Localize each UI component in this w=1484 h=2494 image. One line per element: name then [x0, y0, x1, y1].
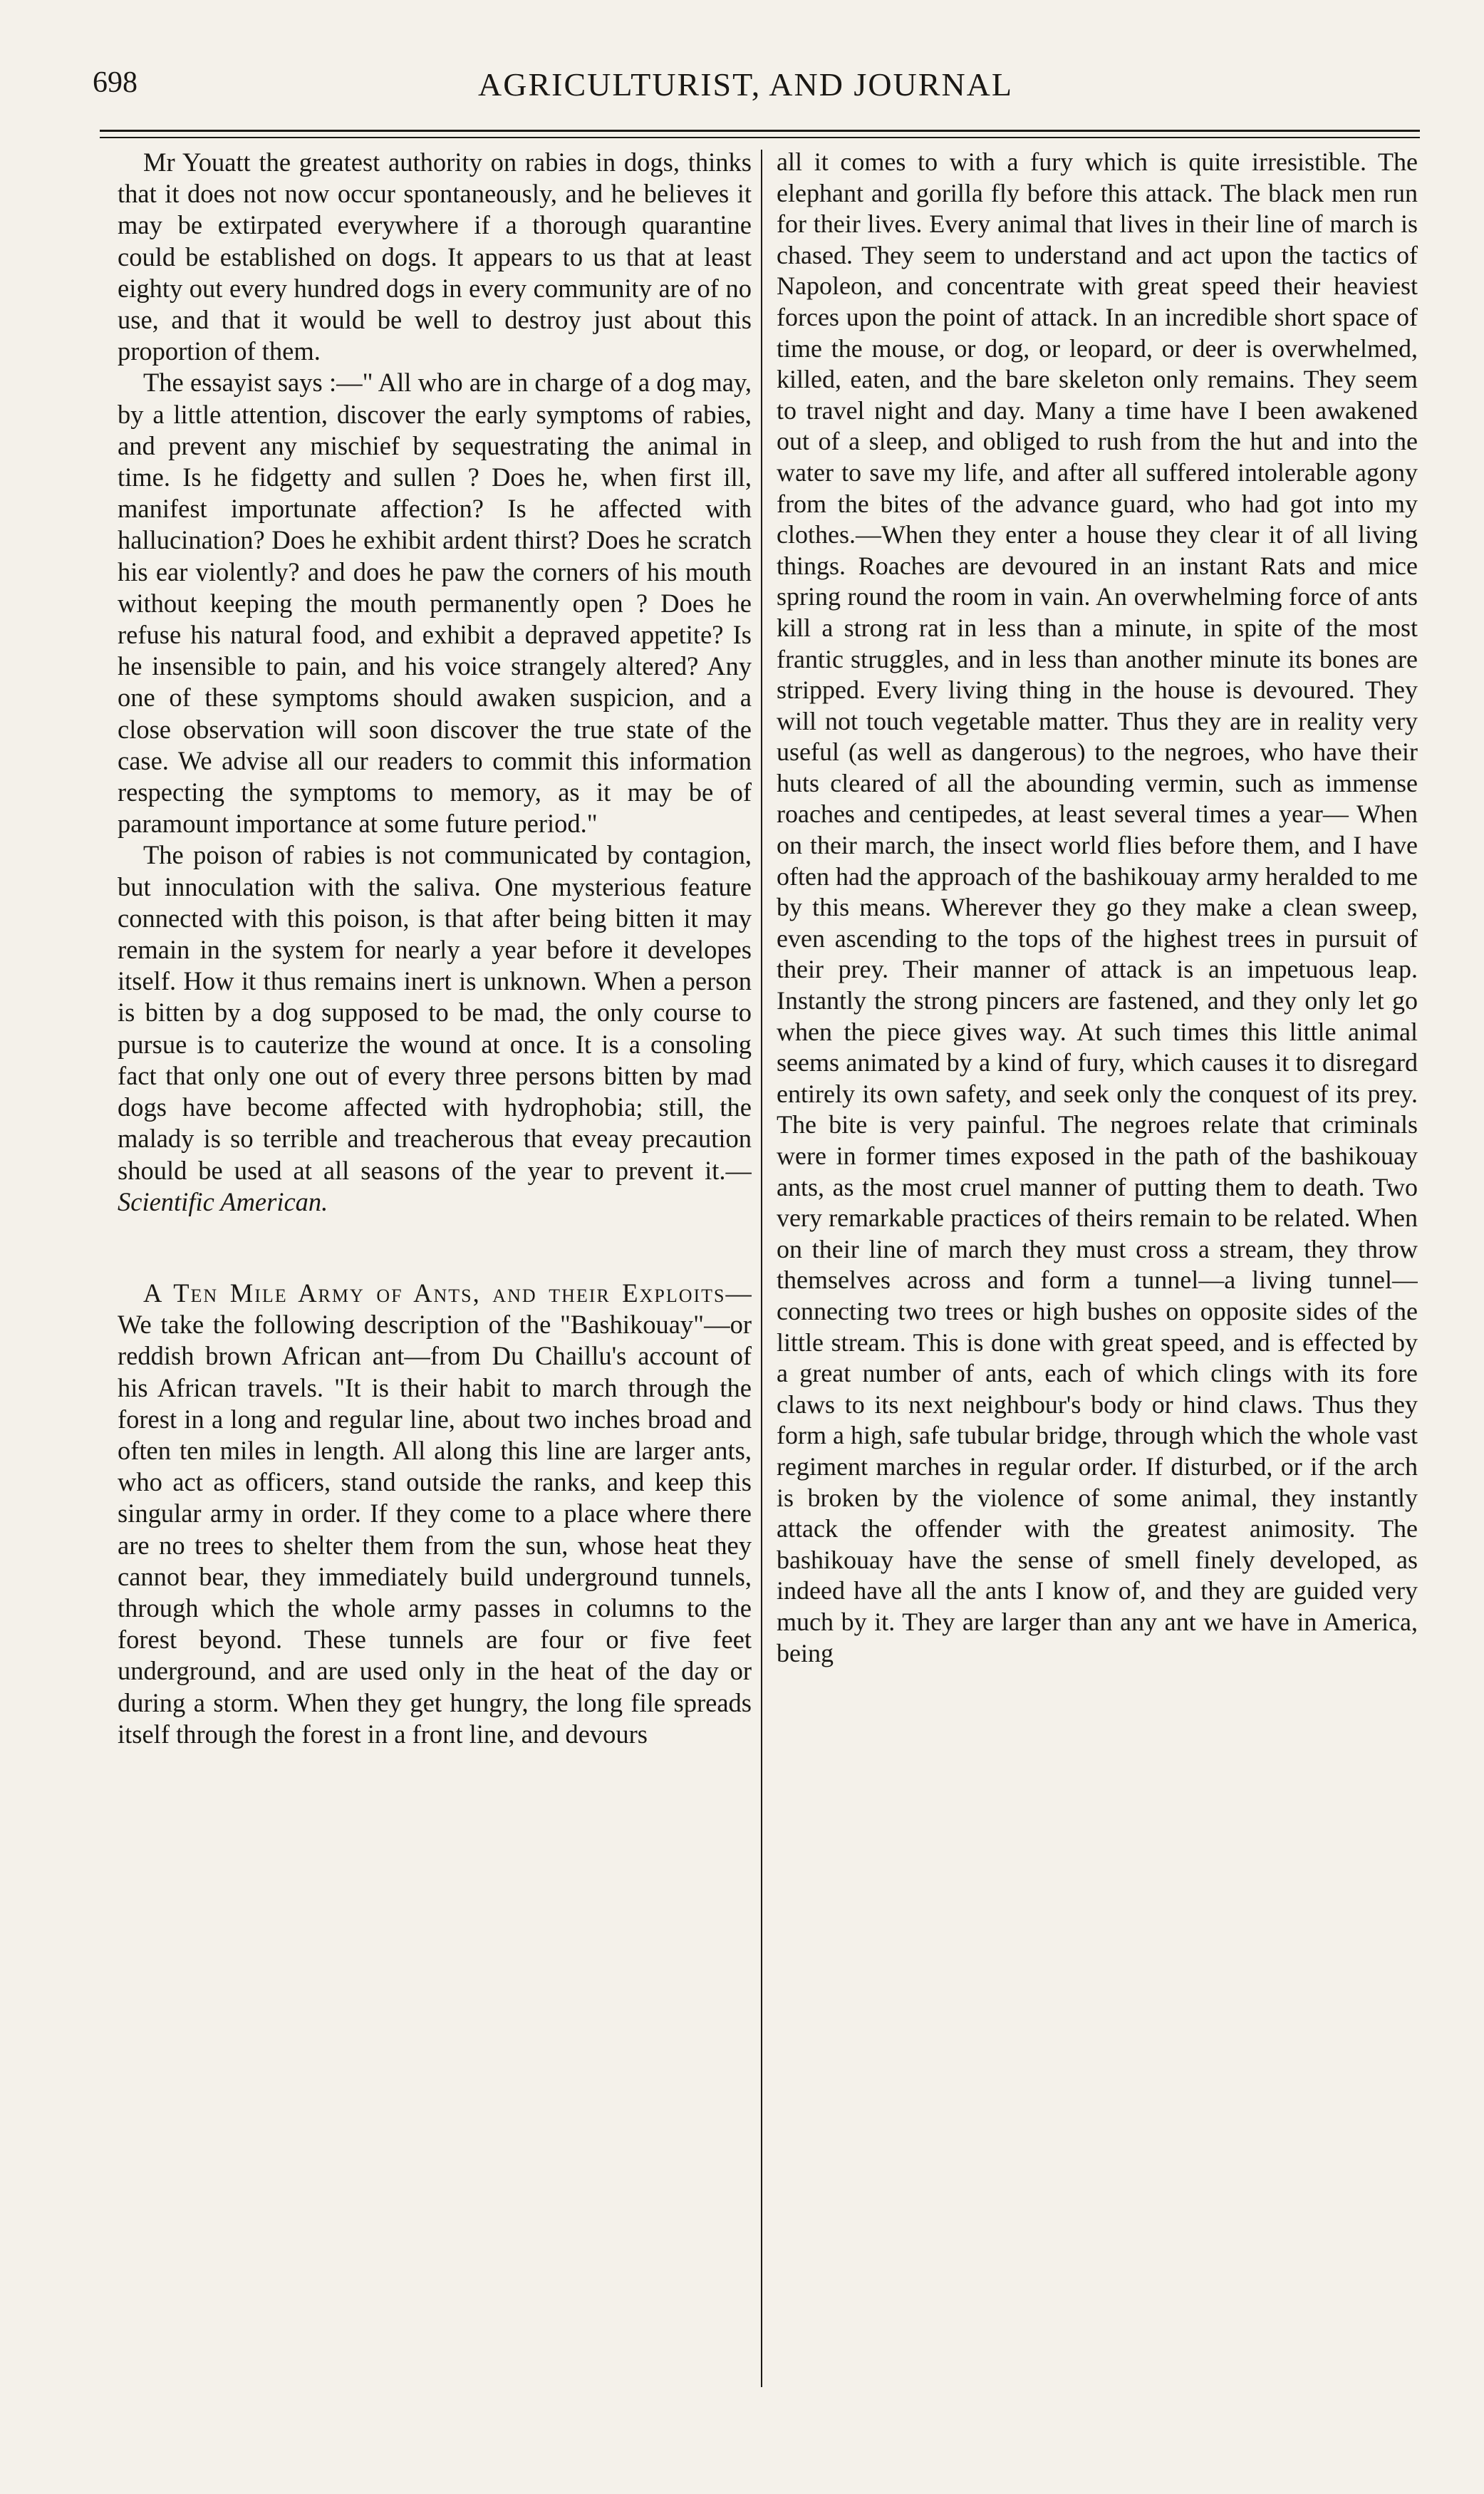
ants-article-paragraph [118, 1278, 752, 1750]
right-column [777, 147, 1418, 2427]
running-head: AGRICULTURIST, AND JOURNAL [478, 66, 1013, 103]
ants-article-body: —We take the following description of the "Bashikouay"—or reddish brown African ant—from Du Chaillu's account of his African travels. "It is their habit to march through the forest in a long and regular line, about two inches broad and often ten miles in length. All along this line are larger ants, who act as officers, stand outside the ranks, and keep this singular army in order. If they come to a place where there are no trees to shelter them from the sun, whose heat they cannot bear, they immediately build underground tunnels, through which the whole army passes in columns to the forest beyond. These tunnels are four or five feet underground, and are used only in the heat of the day or during a storm. When they get hungry, the long file spreads itself through the forest in a front line, and devours [118, 1278, 752, 1749]
column-divider [761, 150, 762, 2387]
youatt-paragraph: Mr Youatt the greatest authority on rabies in dogs, thinks that it does not now occur spontaneously, and he believes it may be extirpated everywhere if a thorough quarantine could be established on dogs. It appears to us that at least eighty out every hundred dogs in every community are of no use, and that it would be well to destroy just about this proportion of them. [118, 148, 752, 366]
left-column [118, 147, 752, 2427]
header-rule-top [100, 130, 1420, 132]
source-attribution: Scientific American. [118, 1186, 328, 1216]
ants-continued-paragraph: all it comes to with a fury which is quite irresistible. The elephant and gorilla fly before this attack. The black men run for their lives. Every animal that lives in their line of march is chased. They seem to understand and act upon the tactics of Napoleon, and concentrate with great speed their heaviest forces upon the point of attack. In an incredible short space of time the mouse, or dog, or leopard, or deer is overwhelmed, killed, eaten, and the bare skeleton only remains. They seem to travel night and day. Many a time have I been awakened out of a sleep, and obliged to rush from the hut and into the water to save my life, and after all suffered intolerable agony from the bites of the advance guard, who had got into my clothes.—When they enter a house they clear it of all living things. Roaches are devoured in an instant Rats and mice spring round the room in vain. An overwhelming force of ants kill a strong rat in less than a minute, in spite of the most frantic struggles, and in less than another minute its bones are stripped. Every living thing in the house is devoured. They will not touch vegetable matter. Thus they are in reality very useful (as well as dangerous) to the negroes, who have their huts cleared of all the abounding vermin, such as immense roaches and centipedes, at least several times a year— When on their march, the insect world flies before them, and I have often had the approach of the bashikouay army heralded to me by this means. Wherever they go they make a clean sweep, even ascending to the tops of the highest trees in pursuit of their prey. Their manner of attack is an impetuous leap. Instantly the strong pincers are fastened, and they only let go when the piece gives way. At such times this little animal seems animated by a kind of fury, which causes it to disregard entirely its own safety, and seek only the conquest of its prey. The bite is very painful. The negroes relate that criminals were in former times exposed in the path of the bashikouay ants, as the most cruel manner of putting them to death. Two very remarkable practices of theirs remain to be related. When on their line of march they must cross a stream, they throw themselves across and form a tunnel—a living tunnel—connecting two trees or high bushes on opposite sides of the little stream. This is done with great speed, and is effected by a great number of ants, each of which clings with its fore claws to its next neighbour's body or hind claws. Thus they form a high, safe tubular bridge, through which the whole vast regiment marches in regular order. If disturbed, or if the arch is broken by the violence of some animal, they instantly attack the offender with the greatest animosity. The bashikouay have the sense of smell finely developed, as indeed have all the ants I know of, and they are guided very much by it. They are larger than any ant we have in America, being [777, 148, 1418, 1667]
page-number: 698 [93, 66, 137, 99]
poison-paragraph-text: The poison of rabies is not communicated by contagion, but innoculation with the saliva. One mysterious feature connected with this poison, is that after being bitten it may remain in the system for nearly a year before it developes itself. How it thus remains inert is unknown. When a person is bitten by a dog supposed to be mad, the only course to pursue is to cauterize the wound at once. It is a consoling fact that only one out of every three persons bitten by mad dogs have become affected with hydrophobia; still, the malady is so terrible and treacherous that eveay precaution should be used at all seasons of the year to prevent it.— [118, 840, 752, 1185]
header-rule-bottom [100, 137, 1420, 138]
page-header [93, 66, 1399, 115]
article-gap [118, 1218, 752, 1278]
poison-paragraph [118, 839, 752, 1217]
essayist-quote-paragraph: The essayist says :—" All who are in charge of a dog may, by a little attention, discover the early symptoms of rabies, and prevent any mischief by sequestrating the animal in time. Is he fidgetty and sullen ? Does he, when first ill, manifest importunate affection? Is he affected with hallucination? Does he exhibit ardent thirst? Does he scratch his ear violently? and does he paw the corners of his mouth without keeping the mouth permanently open ? Does he refuse his natural food, and exhibit a depraved appetite? Is he insensible to pain, and his voice strangely altered? Any one of these symptoms should awaken suspicion, and a close observation will soon discover the true state of the case. We advise all our readers to commit this information respecting the symptoms to memory, as it may be of paramount importance at some future period." [118, 368, 752, 839]
ants-article-title: A Ten Mile Army of Ants, and their Exploits [143, 1278, 726, 1308]
